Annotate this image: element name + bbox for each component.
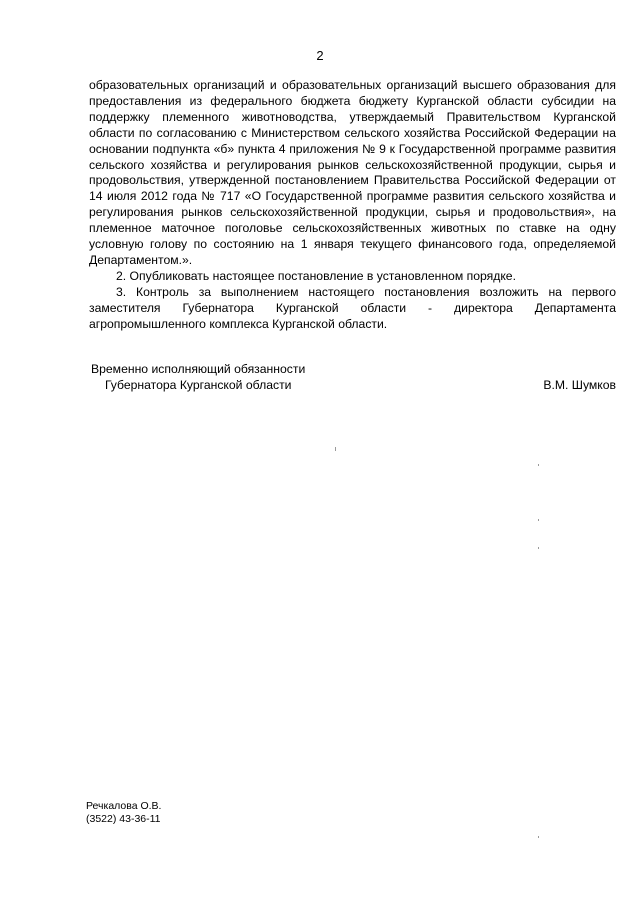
executor-name: Речкалова О.В. xyxy=(86,800,162,812)
signer-name: В.М. Шумков xyxy=(543,378,616,392)
executor-phone: (3522) 43-36-11 xyxy=(86,813,161,825)
paragraph-continuation: образовательных организаций и образовательных организаций высшего образования для предоставления из федерального бюджета бюджету Курганской области субсидии на поддержку племенного животноводства, утверждаемый Правительством Курганской области по согласованию с Министерством сельского хозяйства Российской Федерации на основании подпункта «б» пункта 4 приложения № 9 к Государственной программе развития сельского хозяйства и регулирования рынков сельскохозяйственной продукции, сырья и продовольствия, утвержденной постановлением Правительства Российской Федерации от 14 июля 2012 года № 717 «О Государственной программе развития сельского хозяйства и регулирования рынков сельскохозяйственной продукции, сырья и продовольствия», на племенное маточное поголовье сельскохозяйственных животных по ставке на одну условную голову по состоянию на 1 января текущего финансового года, определяемой Департаментом.». xyxy=(89,78,616,267)
scan-speck xyxy=(335,447,336,451)
signer-position-line1: Временно исполняющий обязанности xyxy=(91,362,306,376)
paragraph-item-3: 3. Контроль за выполнением настоящего постановления возложить на первого заместителя Губернатора Курганской области - директора Департамента агропромышленного комплекса Курганской области. xyxy=(89,284,616,331)
signer-position-line2: Губернатора Курганской области xyxy=(105,378,292,392)
signature-block xyxy=(89,361,616,393)
scan-speck xyxy=(538,836,539,838)
scan-speck xyxy=(538,519,539,521)
document-body xyxy=(89,78,616,333)
paragraph-item-2: 2. Опубликовать настоящее постановление в установленном порядке. xyxy=(116,268,516,283)
scan-speck xyxy=(538,547,539,549)
page-number: 2 xyxy=(316,48,324,63)
executor-contact xyxy=(86,800,161,826)
scan-speck xyxy=(538,464,539,466)
